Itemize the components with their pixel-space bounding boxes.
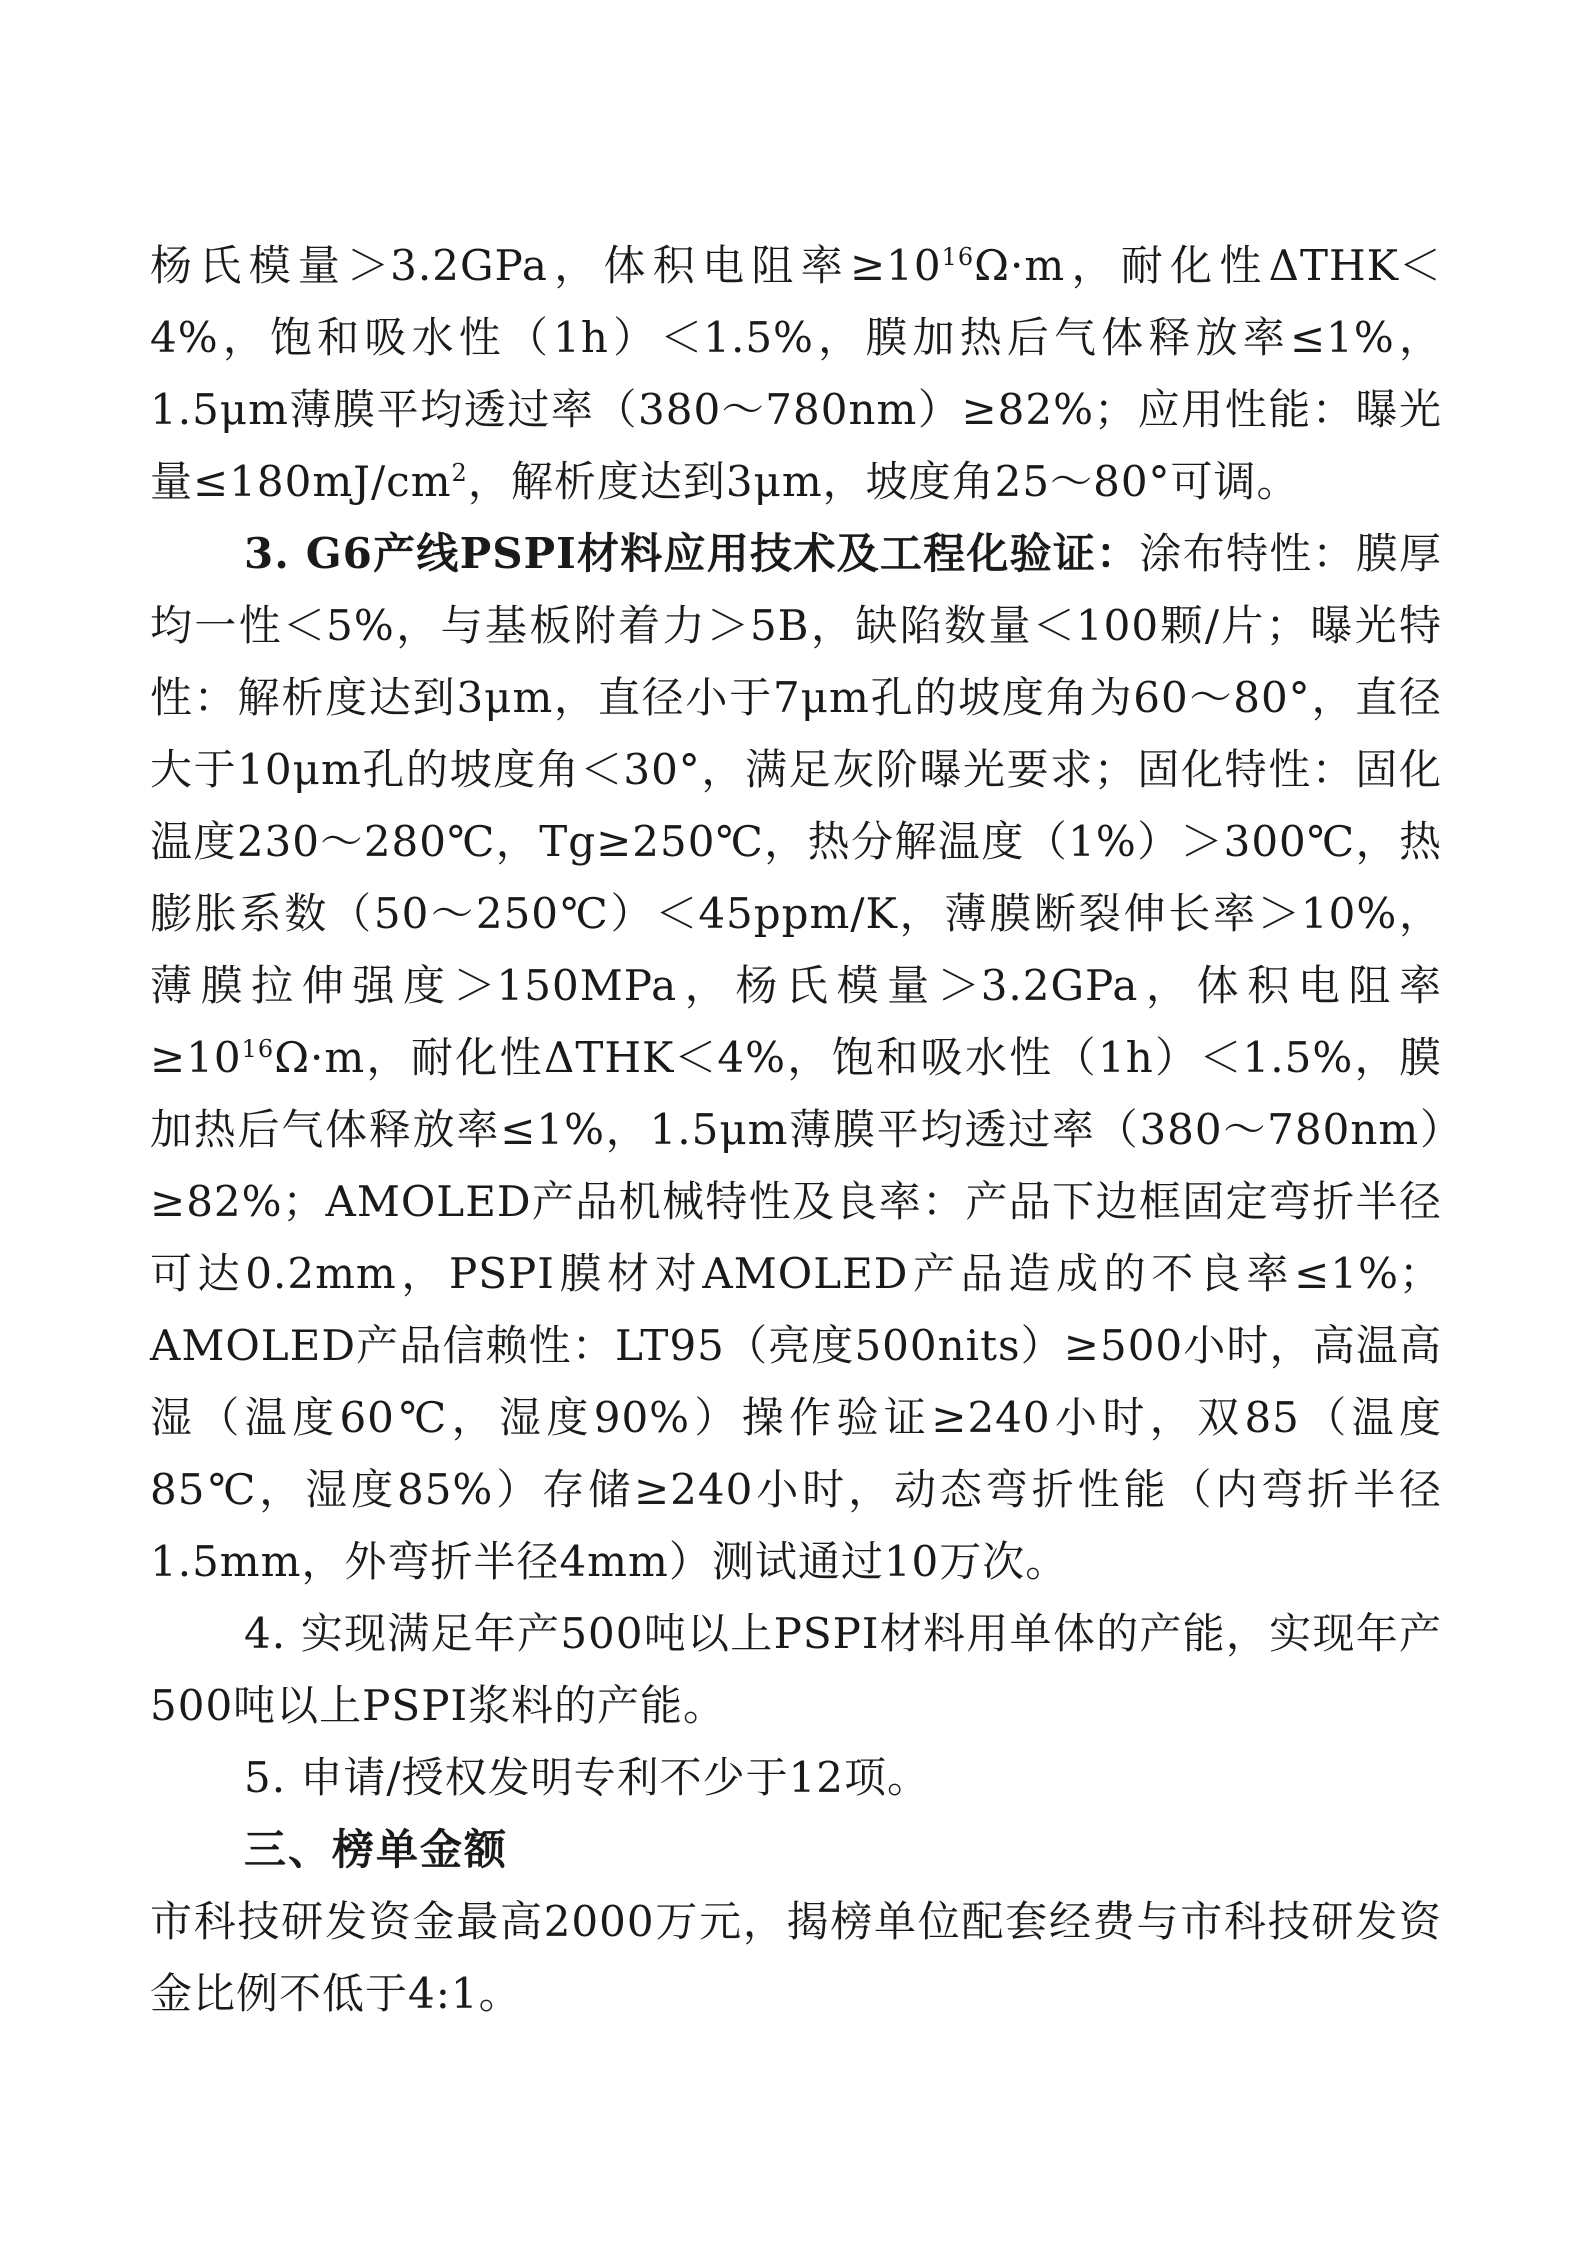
paragraph-g6-verification xyxy=(150,518,1442,1598)
paragraph-material-properties xyxy=(150,230,1442,518)
superscript: 2 xyxy=(451,459,468,487)
text-segment: ，解析度达到3μm，坡度角25～80°可调。 xyxy=(467,457,1300,506)
superscript: 16 xyxy=(241,1035,275,1063)
section-heading: 三、榜单金额 xyxy=(244,1825,509,1874)
text-segment: Ω·m，耐化性ΔTHK＜4%，饱和吸水性（1h）＜1.5%，膜加热后气体释放率≤1%，1.5μm薄膜平均透过率（380～780nm）≥82%；AMOLED产品机械特性及良率：产品下边框固定弯折半径可达0.2mm，PSPI膜材对AMOLED产品造成的不良率≤1%；AMOLED产品信赖性：LT95（亮度500nits）≥500小时，高温高湿（温度60℃，湿度90%）操作验证≥240小时，双85（温度85℃，湿度85%）存储≥240小时，动态弯折性能（内弯折半径1.5mm，外弯折半径4mm）测试通过10万次。 xyxy=(150,1033,1442,1586)
superscript: 16 xyxy=(941,243,975,271)
item-heading: 3. G6产线PSPI材料应用技术及工程化验证： xyxy=(244,529,1140,578)
text-segment: 杨氏模量＞3.2GPa，体积电阻率≥10 xyxy=(150,241,942,290)
paragraph-funding: 市科技研发资金最高2000万元，揭榜单位配套经费与市科技研发资金比例不低于4:1。 xyxy=(150,1897,1442,2018)
text-segment: 涂布特性：膜厚均一性＜5%，与基板附着力＞5B，缺陷数量＜100颗/片；曝光特性：解析度达到3μm，直径小于7μm孔的坡度角为60～80°，直径大于10μm孔的坡度角＜30°，满足灰阶曝光要求；固化特性：固化温度230～280℃，Tg≥250℃，热分解温度（1%）＞300℃，热膨胀系数（50～250℃）＜45ppm/K，薄膜断裂伸长率＞10%，薄膜拉伸强度＞150MPa，杨氏模量＞3.2GPa，体积电阻率≥10 xyxy=(150,529,1442,1082)
document-page xyxy=(150,230,1442,2030)
paragraph-patents: 5. 申请/授权发明专利不少于12项。 xyxy=(244,1753,931,1802)
paragraph-capacity: 4. 实现满足年产500吨以上PSPI材料用单体的产能，实现年产500吨以上PSPI浆料的产能。 xyxy=(150,1609,1442,1730)
text-segment: Ω·m，耐化性ΔTHK＜4%，饱和吸水性（1h）＜1.5%，膜加热后气体释放率≤1%，1.5μm薄膜平均透过率（380～780nm）≥82%；应用性能：曝光量≤180mJ/cm xyxy=(150,241,1442,506)
